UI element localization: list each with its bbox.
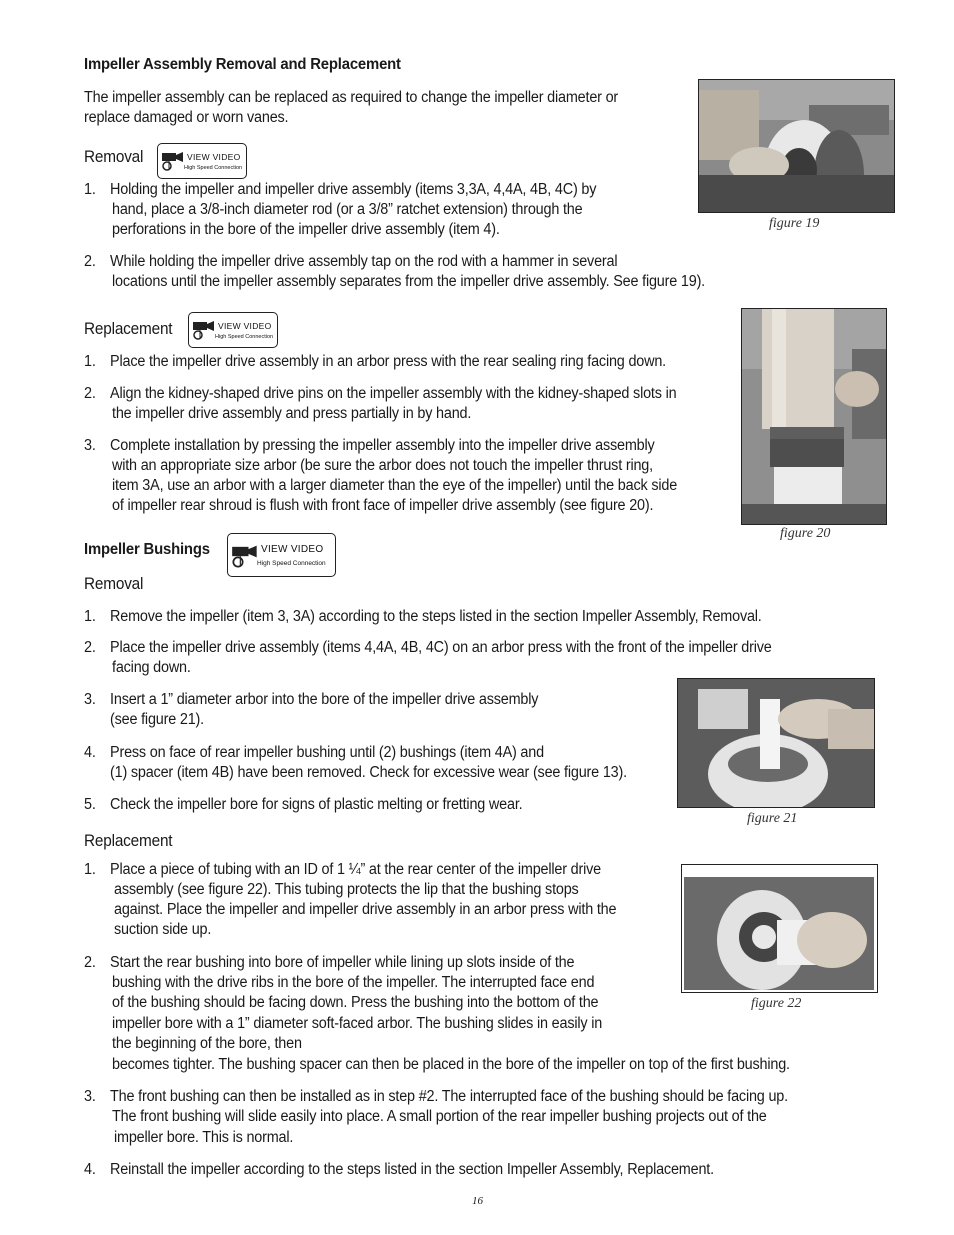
- list-text: The front bushing will slide easily into place. A small portion of the rear impeller bushing projects out of the: [112, 1108, 767, 1125]
- list-text: Press on face of rear impeller bushing until (2) bushings (item 4A) and: [110, 744, 544, 761]
- list-text: The front bushing can then be installed as in step #2. The interrupted face of the bushing should be facing up.: [110, 1088, 788, 1105]
- list-text: Place the impeller drive assembly (items 4,4A, 4B, 4C) on an arbor press with the front of the impeller drive: [110, 639, 772, 656]
- photo-figure-21: [677, 678, 875, 808]
- list-text: bushing with the drive ribs in the bore of the impeller. The interrupted face end: [112, 974, 595, 991]
- list-text: Start the rear bushing into bore of impeller while lining up slots inside of the: [110, 954, 575, 971]
- photo-figure-19: [698, 79, 895, 213]
- subheading-removal: Removal: [84, 575, 144, 593]
- subheading-replacement: Replacement: [84, 832, 173, 850]
- list-number: 1.: [84, 608, 96, 625]
- list-text: with an appropriate size arbor (be sure the arbor does not touch the impeller thrust ring,: [112, 457, 653, 474]
- section-title-impeller-bushings: Impeller Bushings: [84, 541, 210, 558]
- list-text: impeller bore with a 1” diameter soft-faced arbor. The bushing slides in easily in: [112, 1015, 603, 1032]
- intro-line-1: The impeller assembly can be replaced as required to change the impeller diameter or: [84, 89, 619, 106]
- figure-caption: figure 21: [747, 811, 798, 826]
- list-number: 2.: [84, 385, 96, 402]
- video-camera-icon: [231, 541, 259, 569]
- list-text: of the bushing should be facing down. Press the bushing into the bottom of the: [112, 994, 599, 1011]
- list-number: 4.: [84, 744, 96, 761]
- list-number: 1.: [84, 861, 96, 878]
- view-video-button-replacement[interactable]: [188, 312, 278, 348]
- list-text: Place a piece of tubing with an ID of 1 ¼” at the rear center of the impeller drive: [110, 861, 602, 878]
- list-number: 3.: [84, 691, 96, 708]
- list-text: the beginning of the bore, then: [112, 1035, 302, 1052]
- view-video-button-removal[interactable]: [157, 143, 247, 179]
- list-text: impeller bore. This is normal.: [114, 1129, 294, 1146]
- photo-figure-20: [741, 308, 887, 525]
- list-text: Complete installation by pressing the impeller assembly into the impeller drive assembly: [110, 437, 655, 454]
- view-video-label: VIEW VIDEO: [187, 152, 241, 162]
- list-text: (1) spacer (item 4B) have been removed. Check for excessive wear (see figure 13).: [110, 764, 627, 781]
- list-text: Insert a 1” diameter arbor into the bore of the impeller drive assembly: [110, 691, 539, 708]
- list-text: Place the impeller drive assembly in an arbor press with the rear sealing ring facing down.: [110, 353, 666, 370]
- list-text: against. Place the impeller and impeller drive assembly in an arbor press with the: [114, 901, 617, 918]
- list-text: Reinstall the impeller according to the steps listed in the section Impeller Assembly, Replacement.: [110, 1161, 714, 1178]
- list-text: facing down.: [112, 659, 191, 676]
- list-text: assembly (see figure 22). This tubing protects the lip that the bushing stops: [114, 881, 579, 898]
- list-text: of impeller rear shroud is flush with front face of impeller drive assembly (see figure 20).: [112, 497, 654, 514]
- list-text: Remove the impeller (item 3, 3A) according to the steps listed in the section Impeller Assembly, Removal.: [110, 608, 762, 625]
- list-number: 5.: [84, 796, 96, 813]
- view-video-sub: High Speed Connection: [215, 334, 274, 340]
- view-video-sub: High Speed Connection: [257, 560, 326, 567]
- list-number: 1.: [84, 353, 96, 370]
- video-camera-icon: [192, 318, 216, 340]
- intro-line-2: replace damaged or worn vanes.: [84, 109, 289, 126]
- video-camera-icon: [161, 149, 185, 171]
- page-number: 16: [472, 1195, 483, 1207]
- view-video-label: VIEW VIDEO: [261, 544, 324, 555]
- list-number: 3.: [84, 437, 96, 454]
- list-number: 2.: [84, 639, 96, 656]
- subheading-replacement: Replacement: [84, 320, 173, 338]
- list-number: 2.: [84, 253, 96, 270]
- list-text: locations until the impeller assembly separates from the impeller drive assembly. See figure 19).: [112, 273, 706, 290]
- list-text: perforations in the bore of the impeller drive assembly (item 4).: [112, 221, 500, 238]
- view-video-button-bushings[interactable]: [227, 533, 336, 577]
- list-number: 1.: [84, 181, 96, 198]
- figure-caption: figure 22: [751, 996, 802, 1011]
- list-text: While holding the impeller drive assembly tap on the rod with a hammer in several: [110, 253, 618, 270]
- photo-figure-22: [681, 864, 878, 993]
- list-text: (see figure 21).: [110, 711, 204, 728]
- list-text: becomes tighter. The bushing spacer can then be placed in the bore of the impeller on top of the first bushing.: [112, 1056, 790, 1073]
- list-text: item 3A, use an arbor with a larger diameter than the eye of the impeller) until the back side: [112, 477, 678, 494]
- figure-caption: figure 20: [780, 526, 831, 541]
- figure-caption: figure 19: [769, 216, 820, 231]
- list-text: suction side up.: [114, 921, 212, 938]
- subheading-removal: Removal: [84, 148, 144, 166]
- list-number: 3.: [84, 1088, 96, 1105]
- list-number: 4.: [84, 1161, 96, 1178]
- list-text: Holding the impeller and impeller drive assembly (items 3,3A, 4,4A, 4B, 4C) by: [110, 181, 597, 198]
- view-video-label: VIEW VIDEO: [218, 321, 272, 331]
- section-title-impeller-assembly: Impeller Assembly Removal and Replacement: [84, 56, 401, 73]
- list-text: the impeller drive assembly and press partially in by hand.: [112, 405, 472, 422]
- view-video-sub: High Speed Connection: [184, 165, 243, 171]
- list-number: 2.: [84, 954, 96, 971]
- list-text: Check the impeller bore for signs of plastic melting or fretting wear.: [110, 796, 523, 813]
- list-text: Align the kidney-shaped drive pins on the impeller assembly with the kidney-shaped slots in: [110, 385, 677, 402]
- list-text: hand, place a 3/8-inch diameter rod (or a 3/8” ratchet extension) through the: [112, 201, 583, 218]
